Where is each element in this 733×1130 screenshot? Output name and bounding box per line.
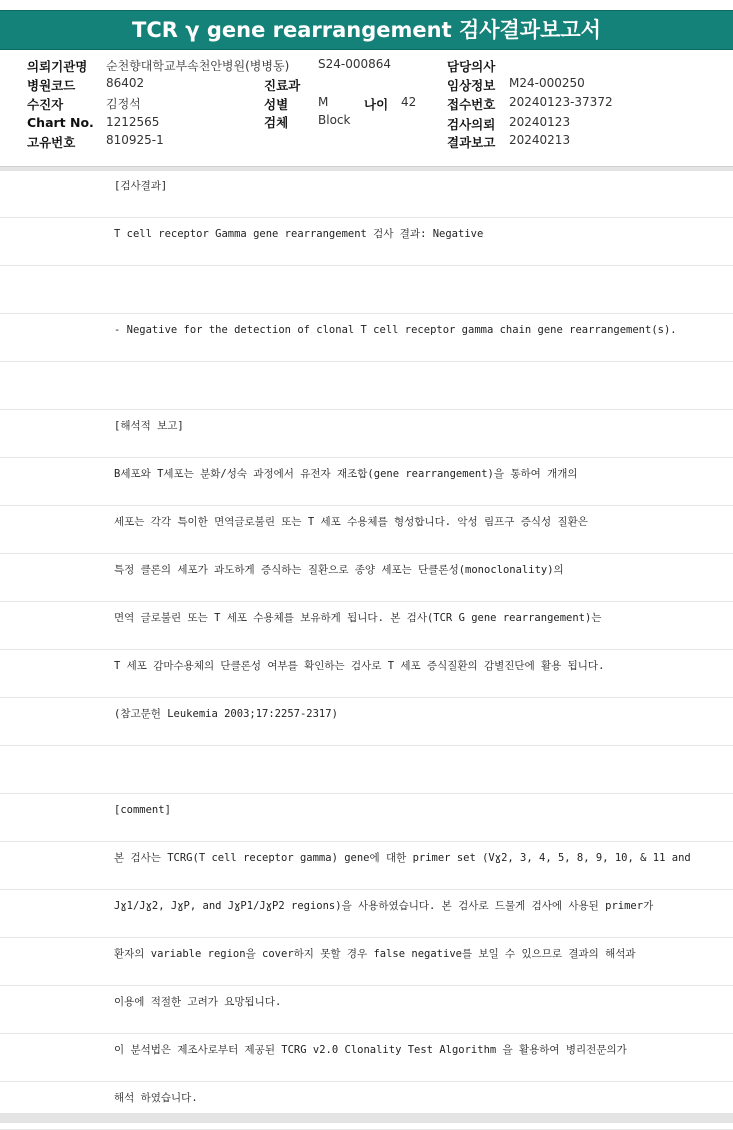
report-line-text: [해석적 보고] [114, 420, 184, 432]
report-line-text: 특정 클론의 세포가 과도하게 증식하는 질환으로 종양 세포는 단클론성(monoclonality)의 [114, 564, 564, 576]
request-label: 검사의뢰 [447, 117, 496, 132]
report-line-text: 환자의 variable region을 cover하지 못할 경우 false negative를 보일 수 있으므로 결과의 해석과 [114, 948, 636, 960]
report-line-text: 해석 하였습니다. [114, 1092, 198, 1104]
report-body [0, 170, 733, 1130]
clinical-label: 임상정보 [447, 78, 496, 93]
report-line [0, 410, 733, 458]
report-line [0, 890, 733, 938]
report-line [0, 650, 733, 698]
report-line [0, 746, 733, 794]
patient-value: 김정석 [106, 97, 141, 111]
report-line-text: T cell receptor Gamma gene rearrangement 검사 결과: Negative [114, 228, 484, 240]
report-line [0, 794, 733, 842]
report-line [0, 314, 733, 362]
report-label: 결과보고 [447, 135, 496, 150]
report-line-text: 이용에 적절한 고려가 요망됩니다. [114, 996, 282, 1008]
code-value: 86402 [106, 76, 145, 90]
receipt-label: 접수번호 [447, 97, 496, 112]
report-line [0, 986, 733, 1034]
patient-info-panel [0, 52, 733, 164]
age-label: 나이 [364, 97, 389, 112]
request-value: 20240123 [509, 115, 571, 129]
report-line [0, 1034, 733, 1082]
report-line-text: Jɣ1/Jɣ2, JɣP, and JɣP1/JɣP2 regions)을 사용하였습니다. 본 검사로 드물게 검사에 사용된 primer가 [114, 900, 654, 912]
dept-label: 진료과 [264, 78, 301, 93]
report-line [0, 698, 733, 746]
report-line [0, 506, 733, 554]
hospital-label: 의뢰기관명 [27, 59, 88, 74]
report-line-text: (참고문헌 Leukemia 2003;17:2257-2317) [114, 708, 338, 720]
specimen-number: S24-000864 [318, 57, 392, 71]
report-line-text: 면역 글로불린 또는 T 세포 수용체를 보유하게 됩니다. 본 검사(TCR G gene rearrangement)는 [114, 612, 602, 624]
report-line [0, 218, 733, 266]
report-line-text: - Negative for the detection of clonal T cell receptor gamma chain gene rearrangement(s). [114, 324, 677, 336]
report-line [0, 602, 733, 650]
doctor-label: 담당의사 [447, 59, 496, 74]
id-value: 810925-1 [106, 133, 164, 147]
report-line [0, 266, 733, 314]
sex-value: M [318, 95, 329, 109]
report-line-text: 이 분석법은 제조사로부터 제공된 TCRG v2.0 Clonality Test Algorithm 을 활용하여 병리전문의가 [114, 1044, 627, 1056]
sex-label: 성별 [264, 97, 289, 112]
report-value: 20240213 [509, 133, 571, 147]
report-line [0, 842, 733, 890]
code-label: 병원코드 [27, 78, 76, 93]
age-value: 42 [401, 95, 417, 109]
id-label: 고유번호 [27, 135, 76, 150]
report-line-text: T 세포 감마수용체의 단클론성 여부를 확인하는 검사로 T 세포 증식질환의 감별진단에 활용 됩니다. [114, 660, 605, 672]
report-line-text: 세포는 각각 특이한 면역글로불린 또는 T 세포 수용체를 형성합니다. 악성 림프구 증식성 질환은 [114, 516, 588, 528]
specimen-label: 검체 [264, 115, 289, 130]
specimen-value: Block [318, 113, 351, 127]
report-line [0, 554, 733, 602]
report-line-text: B세포와 T세포는 분화/성숙 과정에서 유전자 재조합(gene rearrangement)을 통하여 개개의 [114, 468, 578, 480]
hospital-value: 순천향대학교부속천안병원(병병동) [106, 59, 290, 73]
report-line [0, 938, 733, 986]
report-line-text: [검사결과] [114, 180, 168, 192]
report-line-text: 본 검사는 TCRG(T cell receptor gamma) gene에 대한 primer set (Vɣ2, 3, 4, 5, 8, 9, 10, & 11 and [114, 852, 691, 864]
report-line-text: [comment] [114, 804, 171, 816]
clinical-value: M24-000250 [509, 76, 585, 90]
bottom-strip [0, 1113, 733, 1123]
report-line [0, 170, 733, 218]
chart-label: Chart No. [27, 115, 94, 130]
patient-label: 수진자 [27, 97, 64, 112]
chart-value: 1212565 [106, 115, 160, 129]
report-title: TCR γ gene rearrangement 검사결과보고서 [0, 10, 733, 50]
report-line [0, 458, 733, 506]
report-line [0, 362, 733, 410]
receipt-value: 20240123-37372 [509, 95, 613, 109]
